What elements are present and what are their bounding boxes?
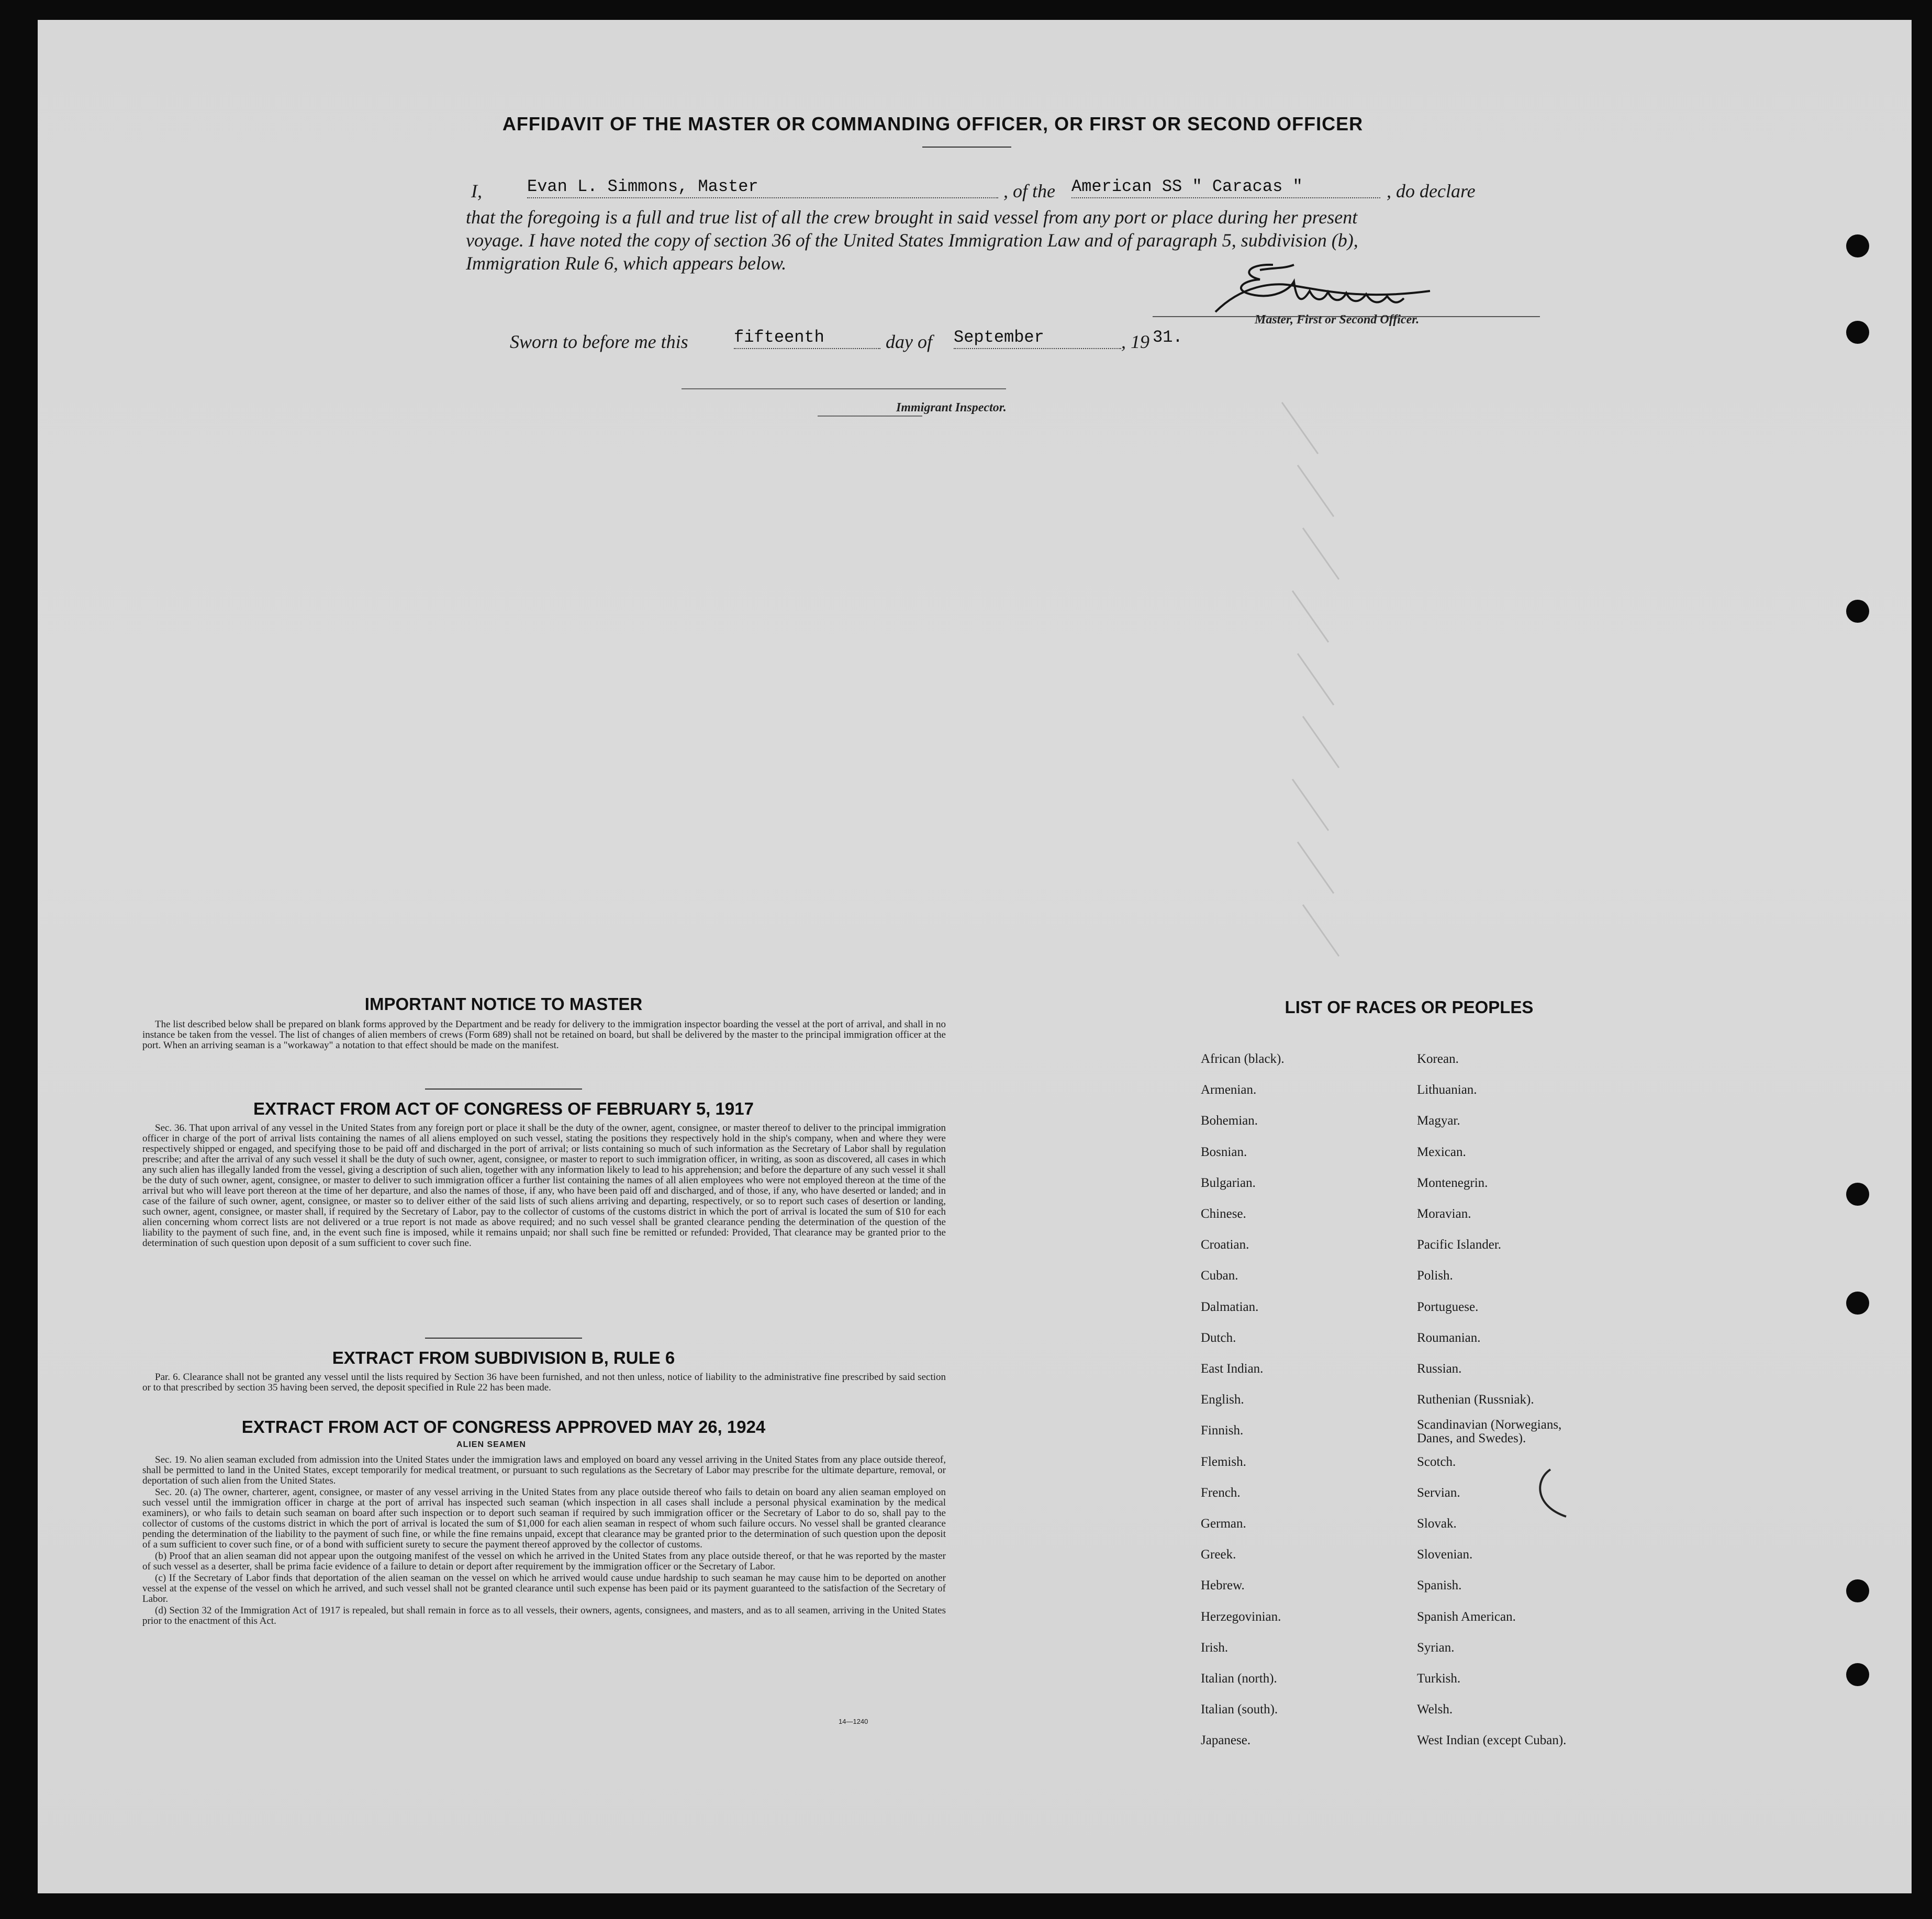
- sworn-year-field: 31.: [1153, 328, 1183, 347]
- signature-label: Master, First or Second Officer.: [1255, 313, 1420, 327]
- punch-hole: [1846, 234, 1869, 257]
- declaration-line-2: that the foregoing is a full and true list of all the crew brought in said vessel from any port or place during her present: [466, 207, 1358, 228]
- race-item: Cuban.: [1201, 1269, 1238, 1283]
- declaration-suffix: , do declare: [1387, 181, 1476, 201]
- alien-seamen-subtitle: ALIEN SEAMEN: [456, 1440, 526, 1449]
- race-item: Slovak.: [1417, 1517, 1457, 1531]
- sworn-day-of: day of: [886, 331, 932, 352]
- race-item: Turkish.: [1417, 1671, 1461, 1686]
- race-item: Roumanian.: [1417, 1330, 1481, 1345]
- master-signature: [1210, 254, 1535, 322]
- punch-hole: [1846, 321, 1869, 344]
- vessel-name-field: American SS " Caracas ": [1071, 177, 1380, 198]
- race-item: Scotch.: [1417, 1454, 1456, 1469]
- section-divider: [425, 1088, 582, 1090]
- race-item: Flemish.: [1201, 1454, 1246, 1469]
- sec-20a-paragraph: Sec. 20. (a) The owner, charterer, agent, consignee, or master of any vessel arriving in the United States from any place outside thereof who fails to detain on board any alien seaman employed on such vessel until the immigration officer in charge at the port of arrival has inspected such seaman (which inspection in all cases shall include a personal physical examination by the medical examiners), or who fails to detain such seaman on board after such inspection or to deport such seaman if required by such immigration officer or the Secretary of Labor to do so, shall pay to the collector of customs of the customs district in which the port of arrival is located the sum of $1,000 for each alien seaman in respect of whom such failure occurs. No vessel shall be granted clearance pending the determination of the liability to the payment of such fine, or while the fine remains unpaid, except that clearance may be granted prior to the determination of such question upon the deposit of a sum sufficient to cover such fine, or of a bond with sufficient surety to secure the payment thereof approved by the collector of customs.: [142, 1487, 946, 1550]
- par-6-paragraph: Par. 6. Clearance shall not be granted any vessel until the lists required by Section 36 have been furnished, and not then unless, notice of liability to the administrative fine prescribed by said section or to that prescribed by section 35 having been served, the deposit specified in Rule 22 has been made.: [142, 1372, 946, 1393]
- punch-hole: [1846, 600, 1869, 623]
- title-rule: [922, 147, 1011, 148]
- race-item: Italian (south).: [1201, 1702, 1278, 1717]
- sec-20c-paragraph: (c) If the Secretary of Labor finds that deportation of the alien seaman on the vessel on which he arrived would cause undue hardship to such seaman he may cause him to be deported on another vessel at the expense of the vessel on which he arrived, and such vessel shall not be granted clearance until such expense has been paid or its payment guaranteed to the satisfaction of the Secretary of Labor.: [142, 1573, 946, 1604]
- race-item: Polish.: [1417, 1269, 1453, 1283]
- sec-20d-paragraph: (d) Section 32 of the Immigration Act of 1917 is repealed, but shall remain in force as to all vessels, their owners, agents, consignees, and masters, and as to all seamen, arriving in the United States prior to the enactment of this Act.: [142, 1605, 946, 1626]
- race-item: Slovenian.: [1417, 1547, 1473, 1562]
- races-right-column: [1417, 1043, 1590, 1756]
- notice-paragraph: The list described below shall be prepared on blank forms approved by the Department and be ready for delivery to the immigration inspector boarding the vessel at the port of arrival, and shall in no instance be taken from the vessel. The list of changes of alien members of crews (Form 689) shall not be retained on board, but shall be delivered by the master to the principal immigration officer at the port. When an arriving seaman is a "workaway" a notation to that effect should be made on the manifest.: [142, 1019, 946, 1051]
- race-item: Bohemian.: [1201, 1114, 1258, 1128]
- sworn-prefix: Sworn to before me this: [510, 331, 688, 352]
- race-item: Montenegrin.: [1417, 1175, 1488, 1190]
- race-item: French.: [1201, 1485, 1241, 1500]
- punch-hole: [1846, 1663, 1869, 1686]
- subdivision-b-title: EXTRACT FROM SUBDIVISION B, RULE 6: [332, 1348, 675, 1367]
- inspector-signature-line: [682, 388, 1006, 389]
- extract-1917-title: EXTRACT FROM ACT OF CONGRESS OF FEBRUARY 5, 1917: [253, 1099, 754, 1118]
- inspector-short-line: [818, 416, 922, 417]
- notice-title: IMPORTANT NOTICE TO MASTER: [364, 994, 643, 1014]
- subdivision-b-body: [142, 1372, 946, 1394]
- section-36-paragraph: Sec. 36. That upon arrival of any vessel in the United States from any foreign port or place it shall be the duty of the owner, agent, consignee, or master thereof to deliver to the principal immigration officer in charge of the port of arrival lists containing the names of all aliens employed on such vessel, stating the positions they respectively hold in the ship's company, when and where they were respectively shipped or engaged, and specifying those to be paid off and discharged in the port of arrival; or lists containing so much of such information as the Secretary of Labor shall by regulation prescribe; and after the arrival of any such vessel it shall be the duty of such owner, agent, consignee, or master to report to such immigration officer, in writing, as soon as discovered, all cases in which any such alien has illegally landed from the vessel, giving a description of such alien, together with any information likely to lead to his apprehension; and before the departure of any such vessel it shall be the duty of such owner, agent, consignee, or master to deliver to such immigration officer a further list containing the names of all alien employees who were not employed thereon at the time of the arrival but who will leave port thereon at the time of her departure, and also the names of those, if any, who have been paid off and discharged, and of those, if any, who have deserted or landed; and in case of the failure of such owner, agent, consignee, or master so to deliver either of the said lists of such aliens arriving and departing, respectively, or so to report such cases of desertion or landing, such owner, agent, consignee, or master shall, if required by the Secretary of Labor, pay to the collector of customs of the customs district in which the port of arrival is located the sum of $10 for each alien concerning whom correct lists are not delivered or a true report is not made as above required; and no such vessel shall be granted clearance pending the determination of the question of the liability to the payment of such fine, and, in the event such fine is imposed, while it remains unpaid; nor shall such fine be remitted or refunded: Provided, That clearance may be granted prior to the determination of such question upon deposit of a sum sufficient to cover such fine.: [142, 1123, 946, 1249]
- extract-1924-title: EXTRACT FROM ACT OF CONGRESS APPROVED MAY 26, 1924: [241, 1417, 766, 1437]
- race-item: Spanish.: [1417, 1578, 1462, 1593]
- race-item: Moravian.: [1417, 1207, 1471, 1221]
- race-item: Syrian.: [1417, 1640, 1455, 1655]
- affidavit-title: AFFIDAVIT OF THE MASTER OR COMMANDING OFFICER, OR FIRST OR SECOND OFFICER: [502, 113, 1364, 134]
- race-item: Portuguese.: [1417, 1299, 1479, 1314]
- race-item: African (black).: [1201, 1052, 1285, 1066]
- punch-hole: [1846, 1183, 1869, 1206]
- race-item: Finnish.: [1201, 1423, 1244, 1438]
- race-item: Mexican.: [1417, 1144, 1466, 1159]
- races-left-column: [1201, 1043, 1285, 1756]
- race-item: Italian (north).: [1201, 1671, 1277, 1686]
- race-item: Chinese.: [1201, 1207, 1246, 1221]
- races-title: LIST OF RACES OR PEOPLES: [1285, 997, 1534, 1017]
- race-item: English.: [1201, 1393, 1244, 1407]
- race-item: Irish.: [1201, 1640, 1229, 1655]
- race-item: Greek.: [1201, 1547, 1236, 1562]
- race-item: Pacific Islander.: [1417, 1238, 1502, 1252]
- declaration-line-4: Immigration Rule 6, which appears below.: [466, 253, 787, 274]
- race-item: Welsh.: [1417, 1702, 1453, 1717]
- notice-body: [142, 1019, 946, 1052]
- race-item: Croatian.: [1201, 1238, 1249, 1252]
- race-item: Magyar.: [1417, 1114, 1460, 1128]
- form-number: 14—1240: [839, 1718, 868, 1725]
- declaration-prefix: I,: [471, 181, 482, 201]
- race-item: German.: [1201, 1517, 1246, 1531]
- punch-hole: [1846, 1292, 1869, 1315]
- race-item: Bosnian.: [1201, 1144, 1247, 1159]
- pencil-mark: [1529, 1464, 1577, 1522]
- extract-1924-body: [142, 1455, 946, 1628]
- race-item: Korean.: [1417, 1052, 1459, 1066]
- sworn-year-prefix: , 19: [1121, 331, 1149, 352]
- sworn-month-field: September: [954, 328, 1121, 349]
- document-page: [38, 20, 1912, 1893]
- race-item: Hebrew.: [1201, 1578, 1245, 1593]
- extract-1917-body: [142, 1123, 946, 1250]
- race-item: Armenian.: [1201, 1083, 1257, 1097]
- sec-20b-paragraph: (b) Proof that an alien seaman did not appear upon the outgoing manifest of the vessel on which he arrived in the United States from any place outside thereof, or that he was reported by the master of such vessel as a deserter, shall be prima facie evidence of a failure to detain or deport after requirement by the immigration officer or the Secretary of Labor.: [142, 1551, 946, 1572]
- race-item: West Indian (except Cuban).: [1417, 1733, 1567, 1748]
- punch-hole: [1846, 1579, 1869, 1602]
- section-divider: [425, 1338, 582, 1339]
- race-item: Bulgarian.: [1201, 1175, 1256, 1190]
- race-item: Herzegovinian.: [1201, 1609, 1281, 1624]
- race-item: Russian.: [1417, 1362, 1462, 1376]
- race-item: Dalmatian.: [1201, 1299, 1259, 1314]
- declaration-of-the: , of the: [1003, 181, 1055, 201]
- race-item: Ruthenian (Russniak).: [1417, 1393, 1534, 1407]
- race-item: Japanese.: [1201, 1733, 1251, 1748]
- sec-19-paragraph: Sec. 19. No alien seaman excluded from admission into the United States under the immigration laws and employed on board any vessel arriving in the United States from any place outside thereof, shall be permitted to land in the United States, except temporarily for medical treatment, or pursuant to such regulations as the Secretary of Labor may prescribe for the ultimate departure, removal, or deportation of such alien from the United States.: [142, 1454, 946, 1486]
- sworn-day-field: fifteenth: [734, 328, 880, 349]
- race-item: East Indian.: [1201, 1362, 1264, 1376]
- inspector-label: Immigrant Inspector.: [896, 401, 1007, 414]
- master-name-field: Evan L. Simmons, Master: [527, 177, 998, 198]
- declaration-line-3: voyage. I have noted the copy of section 36 of the United States Immigration Law and of paragraph 5, subdivision (b),: [466, 230, 1358, 251]
- race-item: Lithuanian.: [1417, 1083, 1477, 1097]
- race-item: Servian.: [1417, 1485, 1460, 1500]
- race-item: Dutch.: [1201, 1330, 1236, 1345]
- race-item: Scandinavian (Norwegians, Danes, and Swedes).: [1417, 1418, 1562, 1446]
- race-item: Spanish American.: [1417, 1609, 1516, 1624]
